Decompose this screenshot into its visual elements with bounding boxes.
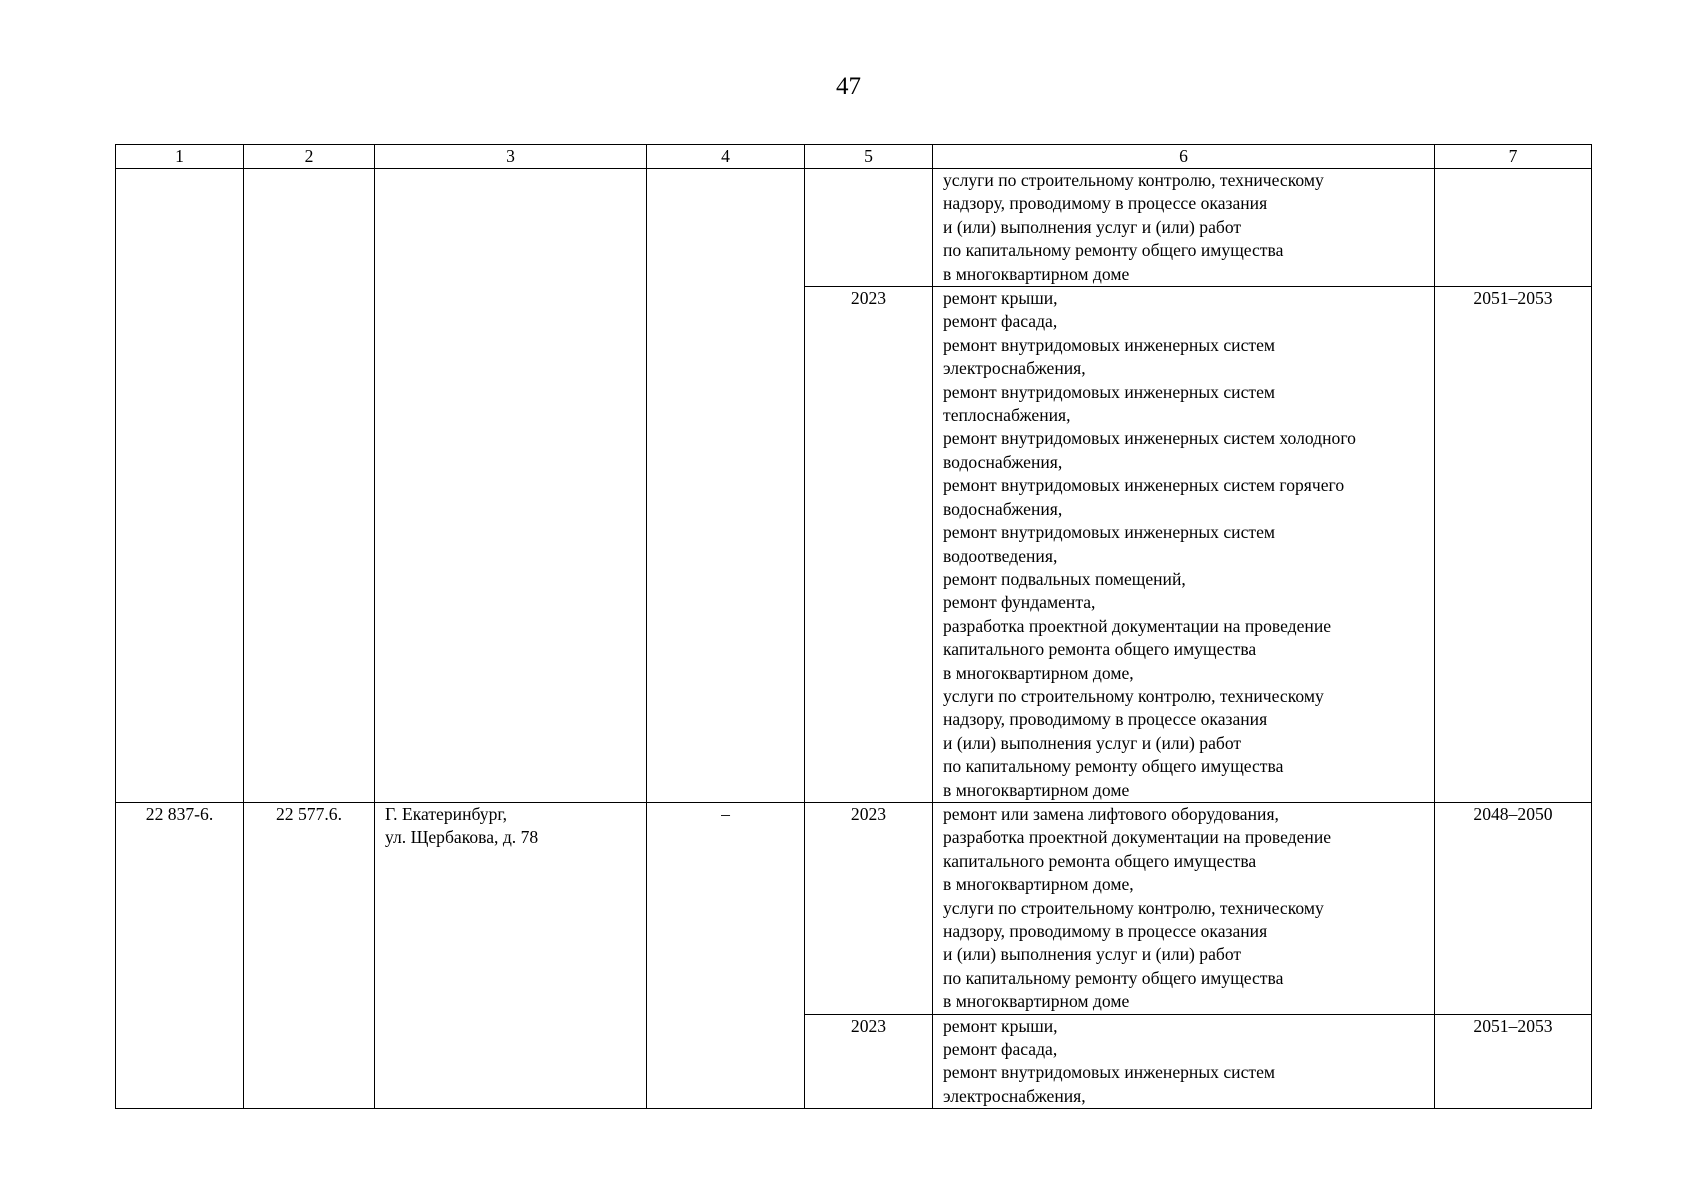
column-number: 3 <box>375 145 647 169</box>
capital-repair-table <box>115 144 1592 1109</box>
address-cell: Г. Екатеринбург, ул. Щербакова, д. 78 <box>375 802 647 1108</box>
page-number: 47 <box>836 73 861 100</box>
work-list: ремонт крыши, ремонт фасада, ремонт внутридомовых инженерных систем электроснабжения, <box>933 1014 1435 1109</box>
table-row <box>116 802 1592 1014</box>
year-cell: 2023 <box>805 802 933 1014</box>
work-list: услуги по строительному контролю, техническому надзору, проводимому в процессе оказания и (или) выполнения услуг и (или) работ по капитальному ремонту общего имущества в многоквартирном доме <box>933 169 1435 287</box>
column-number: 6 <box>933 145 1435 169</box>
continuation-cell <box>647 169 805 803</box>
work-list: ремонт крыши, ремонт фасада, ремонт внутридомовых инженерных систем электроснабжения, ремонт внутридомовых инженерных систем теплоснабжения, ремонт внутридомовых инженерных систем холодного водоснабжения, ремонт внутридомовых инженерных систем горячего водоснабжения, ремонт внутридомовых инженерных систем водоотведения, ремонт подвальных помещений, ремонт фундамента, разработка проектной документации на проведение капитального ремонта общего имущества в многоквартирном доме, услуги по строительному контролю, техническому надзору, проводимому в процессе оказания и (или) выполнения услуг и (или) работ по капитальному ремонту общего имущества в многоквартирном доме <box>933 287 1435 803</box>
work-list: ремонт или замена лифтового оборудования, разработка проектной документации на проведение капитального ремонта общего имущества в многоквартирном доме, услуги по строительному контролю, техническому надзору, проводимому в процессе оказания и (или) выполнения услуг и (или) работ по капитальному ремонту общего имущества в многоквартирном доме <box>933 802 1435 1014</box>
column-number: 1 <box>116 145 244 169</box>
column-number: 2 <box>244 145 375 169</box>
year-cell: 2023 <box>805 1014 933 1109</box>
table-row <box>116 169 1592 287</box>
period-cell: 2051–2053 <box>1435 1014 1592 1109</box>
column-number: 4 <box>647 145 805 169</box>
continuation-cell <box>375 169 647 803</box>
period-cell: 2048–2050 <box>1435 802 1592 1014</box>
entry-number-cell: 22 837-6. <box>116 802 244 1108</box>
period-cell <box>1435 169 1592 287</box>
column-number: 5 <box>805 145 933 169</box>
year-cell <box>805 169 933 287</box>
period-cell: 2051–2053 <box>1435 287 1592 803</box>
column-number: 7 <box>1435 145 1592 169</box>
continuation-cell <box>244 169 375 803</box>
column-number-row <box>116 145 1592 169</box>
year-cell: 2023 <box>805 287 933 803</box>
continuation-cell <box>116 169 244 803</box>
column-4-cell: – <box>647 802 805 1108</box>
entry-code-cell: 22 577.6. <box>244 802 375 1108</box>
